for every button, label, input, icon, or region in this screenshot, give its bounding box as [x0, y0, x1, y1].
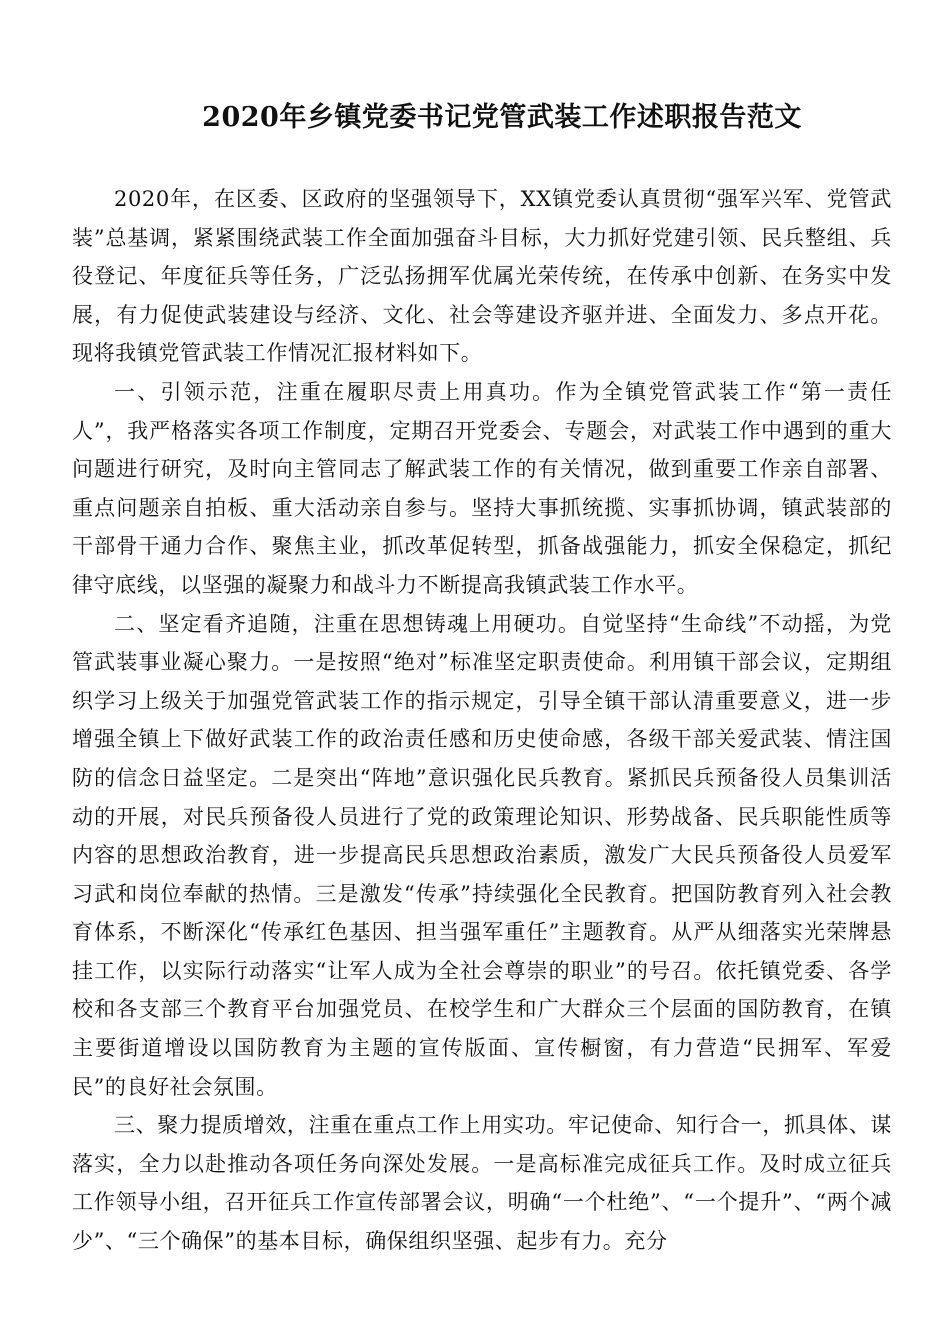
document-title: 2020年乡镇党委书记党管武装工作述职报告范文 — [202, 102, 802, 133]
paragraph-section-2: 二、坚定看齐追随，注重在思想铸魂上用硬功。自觉坚持“生命线”不动摇，为党管武装事业凝心聚力。一是按照“绝对”标准坚定职责使命。利用镇干部会议，定期组织学习上级关于加强党管武装工作的指示规定，引导全镇干部认清重要意义，进一步增强全镇上下做好武装工作的政治责任感和历史使命感，各级干部关爱武装、情注国防的信念日益坚定。二是突出“阵地”意识强化民兵教育。紧抓民兵预备役人员集训活动的开展，对民兵预备役人员进行了党的政策理论知识、形势战备、民兵职能性质等内容的思想政治教育，进一步提高民兵思想政治素质，激发广大民兵预备役人员爱军习武和岗位奉献的热情。三是激发“传承”持续强化全民教育。把国防教育列入社会教育体系，不断深化“传承红色基因、担当强军重任”主题教育。从严从细落实光荣牌悬挂工作，以实际行动落实“让军人成为全社会尊崇的职业”的号召。依托镇党委、各学校和各支部三个教育平台加强党员、在校学生和广大群众三个层面的国防教育，在镇主要街道增设以国防教育为主题的宣传版面、宣传橱窗，有力营造“民拥军、军爱民”的良好社会氛围。 — [72, 611, 892, 1099]
paragraph-section-3: 三、聚力提质增效，注重在重点工作上用实功。牢记使命、知行合一，抓具体、谋落实，全力以赴推动各项任务向深处发展。一是高标准完成征兵工作。及时成立征兵工作领导小组，召开征兵工作宣传部署会议，明确“一个杜绝”、“一个提升”、“两个减少”、“三个确保”的基本目标，确保组织坚强、起步有力。充分 — [72, 1113, 892, 1254]
paragraph-intro: 2020年，在区委、区政府的坚强领导下，XX镇党委认真贯彻“强军兴军、党管武装”总基调，紧紧围绕武装工作全面加强奋斗目标，大力抓好党建引领、民兵整组、兵役登记、年度征兵等任务，广泛弘扬拥军优属光荣传统，在传承中创新、在务实中发展，有力促使武装建设与经济、文化、社会等建设齐驱并进、全面发力、多点开花。现将我镇党管武装工作情况汇报材料如下。 — [72, 187, 892, 366]
paragraph-section-1: 一、引领示范，注重在履职尽责上用真功。作为全镇党管武装工作“第一责任人”，我严格落实各项工作制度，定期召开党委会、专题会，对武装工作中遇到的重大问题进行研究，及时向主管同志了解武装工作的有关情况，做到重要工作亲自部署、重点问题亲自拍板、重大活动亲自参与。坚持大事抓统揽、实事抓协调，镇武装部的干部骨干通力合作、聚焦主业，抓改革促转型，抓备战强能力，抓安全保稳定，抓纪律守底线，以坚强的凝聚力和战斗力不断提高我镇武装工作水平。 — [72, 379, 892, 597]
document-body — [72, 180, 892, 1261]
